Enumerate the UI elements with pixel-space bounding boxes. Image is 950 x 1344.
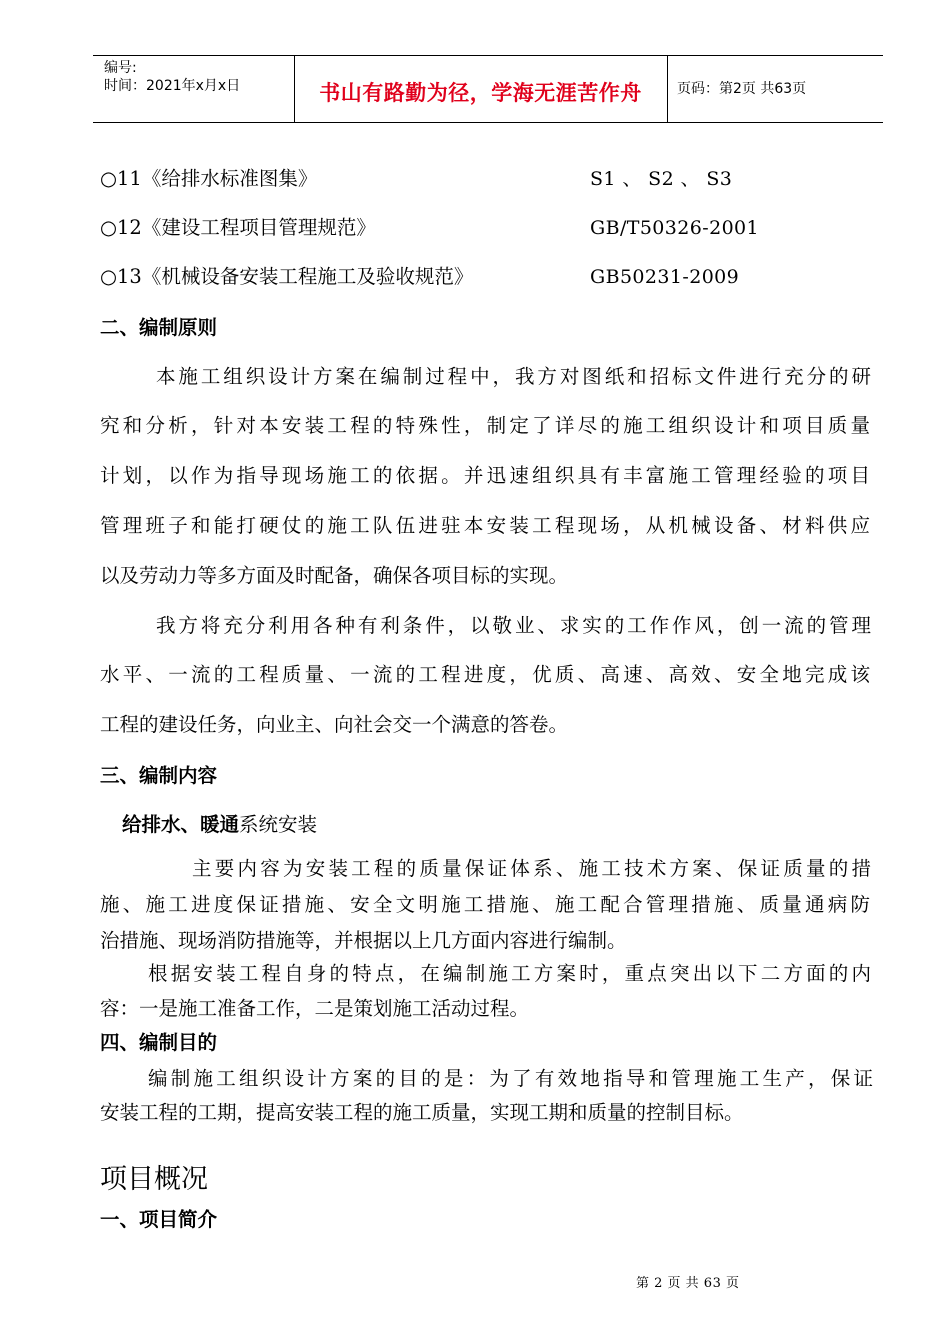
- paragraph-line: 根据安装工程自身的特点，在编制施工方案时，重点突出以下二方面的内: [148, 962, 871, 985]
- header-number-label: 编号:: [104, 60, 137, 76]
- overview-subheading: 一、项目简介: [100, 1208, 218, 1231]
- subheading-rest: 系统安装: [239, 813, 318, 836]
- paragraph-line: 本施工组织设计方案在编制过程中，我方对图纸和招标文件进行充分的研: [156, 365, 871, 388]
- header-time-label: 时间：2021年x月x日: [104, 78, 241, 94]
- reference-title: ○13《机械设备安装工程施工及验收规范》: [100, 265, 474, 288]
- reference-code: GB/T50326-2001: [590, 217, 760, 239]
- header-divider-right: [667, 55, 668, 122]
- paragraph-line: 施、施工进度保证措施、安全文明施工措施、施工配合管理措施、质量通病防: [100, 893, 870, 916]
- reference-code: GB50231-2009: [590, 266, 740, 288]
- paragraph-line: 究和分析，针对本安装工程的特殊性，制定了详尽的施工组织设计和项目质量: [100, 414, 870, 437]
- header-page-label: 页码：第2页 共63页: [677, 81, 807, 97]
- paragraph-line: 管理班子和能打硬仗的施工队伍进驻本安装工程现场，从机械设备、材料供应: [100, 514, 870, 537]
- section-heading: 二、编制原则: [100, 316, 218, 339]
- subheading-bold: 给排水、暖通: [122, 813, 240, 836]
- reference-title: ○12《建设工程项目管理规范》: [100, 216, 376, 239]
- section-subheading: [122, 812, 317, 839]
- paragraph-line: 水平、一流的工程质量、一流的工程进度，优质、高速、高效、安全地完成该: [100, 663, 870, 686]
- paragraph-line: 我方将充分利用各种有利条件，以敬业、求实的工作作风，创一流的管理: [156, 614, 871, 637]
- paragraph-line: 以及劳动力等多方面及时配备，确保各项目标的实现。: [100, 564, 569, 587]
- header-bottom-rule: [93, 122, 883, 123]
- header-top-rule: [93, 55, 883, 56]
- page-footer: 第 2 页 共 63 页: [636, 1276, 740, 1291]
- section-heading: 四、编制目的: [100, 1031, 218, 1054]
- paragraph-line: 容：一是施工准备工作，二是策划施工活动过程。: [100, 997, 530, 1020]
- paragraph-line: 工程的建设任务，向业主、向社会交一个满意的答卷。: [100, 713, 569, 736]
- header-motto: 书山有路勤为径，学海无涯苦作舟: [319, 81, 642, 105]
- overview-heading: 项目概况: [100, 1164, 208, 1195]
- paragraph-line: 治措施、现场消防措施等，并根据以上几方面内容进行编制。: [100, 929, 627, 952]
- reference-title: ○11《给排水标准图集》: [100, 167, 318, 190]
- reference-code: S1 、 S2 、 S3: [590, 168, 733, 190]
- paragraph-line: 主要内容为安装工程的质量保证体系、施工技术方案、保证质量的措: [192, 857, 871, 880]
- paragraph-line: 编制施工组织设计方案的目的是：为了有效地指导和管理施工生产，保证: [148, 1067, 873, 1090]
- paragraph-line: 计划，以作为指导现场施工的依据。并迅速组织具有丰富施工管理经验的项目: [100, 464, 870, 487]
- section-heading: 三、编制内容: [100, 764, 218, 787]
- paragraph-line: 安装工程的工期，提高安装工程的施工质量，实现工期和质量的控制目标。: [100, 1101, 744, 1124]
